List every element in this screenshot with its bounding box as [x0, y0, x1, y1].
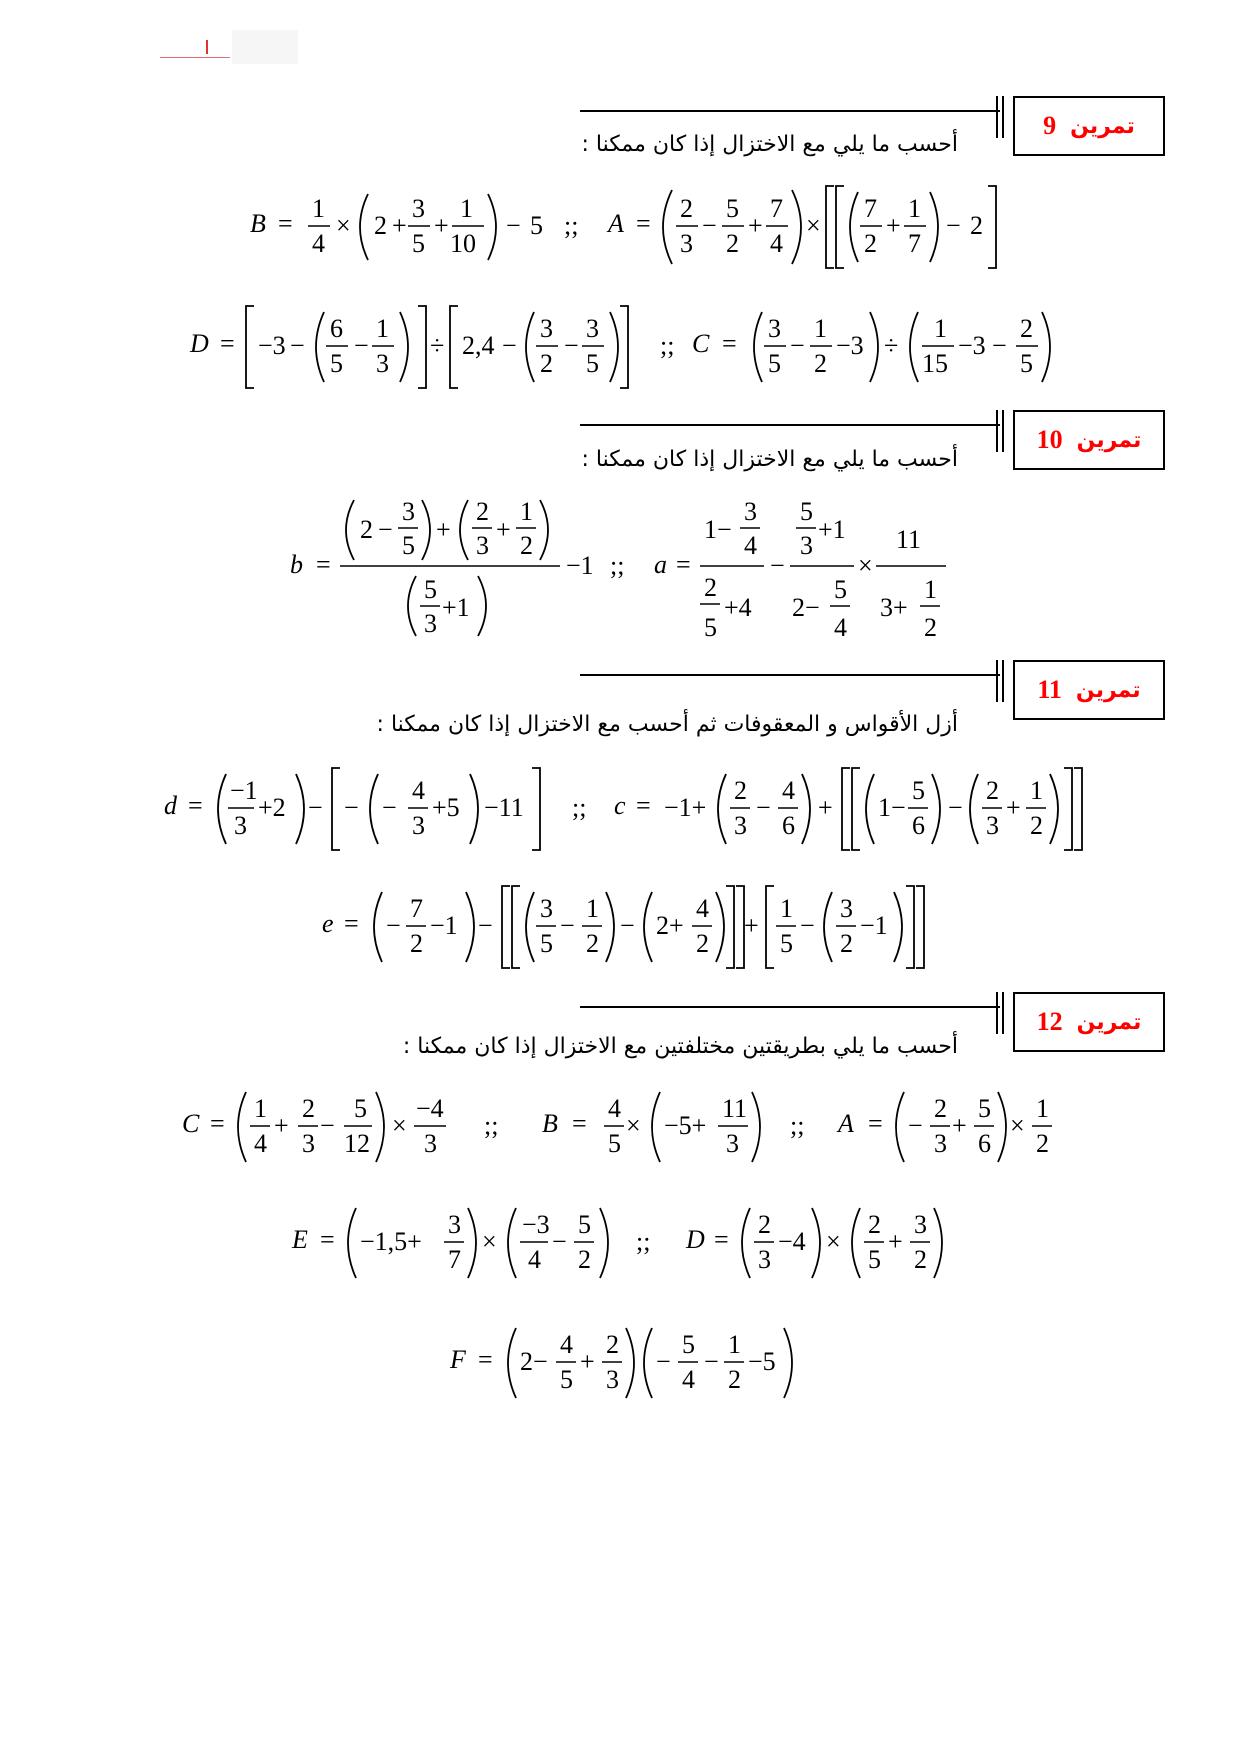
svg-text:−: −: [354, 331, 369, 360]
var-B: B: [542, 1109, 558, 1138]
svg-text:=: =: [714, 1225, 729, 1254]
svg-text:2: 2: [734, 776, 747, 805]
equation-row-ex12-1: [0, 1080, 1240, 1180]
var-D: D: [190, 329, 209, 358]
rule-end: [1002, 992, 1004, 1034]
svg-text:=: =: [868, 1109, 883, 1138]
svg-text:−1: −1: [860, 911, 888, 940]
var-A: A: [608, 209, 624, 238]
svg-text:2: 2: [704, 573, 717, 602]
svg-text:−: −: [386, 911, 401, 940]
svg-text:5: 5: [578, 1210, 591, 1239]
svg-text:−: −: [946, 211, 961, 240]
svg-text:+5: +5: [432, 793, 460, 822]
svg-text:2+: 2+: [656, 911, 684, 940]
svg-text:5: 5: [540, 929, 553, 958]
exercise-label: تمرين: [1075, 677, 1141, 703]
svg-text:−: −: [560, 911, 575, 940]
svg-text:2: 2: [914, 1245, 927, 1274]
svg-text:5: 5: [330, 349, 343, 378]
exercise-12-header: [1013, 992, 1165, 1052]
svg-text:3: 3: [914, 1210, 927, 1239]
svg-text:−: −: [320, 1111, 335, 1140]
svg-text:4: 4: [834, 613, 847, 642]
var-C: C: [182, 1109, 200, 1138]
exercise-label: تمرين: [1070, 113, 1135, 139]
svg-text:5: 5: [682, 1330, 695, 1359]
svg-text:6: 6: [912, 811, 925, 840]
equation-b-a: [0, 490, 1240, 650]
svg-text:3: 3: [734, 811, 747, 840]
svg-text:4: 4: [782, 776, 795, 805]
svg-text:4: 4: [682, 1365, 695, 1394]
svg-text:=: =: [210, 1109, 225, 1138]
svg-text:−3: −3: [836, 331, 864, 360]
svg-text:=: =: [572, 1109, 587, 1138]
svg-text:2: 2: [1030, 811, 1043, 840]
svg-text:3: 3: [934, 1129, 947, 1158]
svg-text:2−: 2−: [520, 1347, 548, 1376]
svg-text:+4: +4: [724, 593, 752, 622]
exercise-label: تمرين: [1076, 1009, 1142, 1035]
exercise-10-header: [1013, 410, 1165, 470]
svg-text:7: 7: [410, 894, 423, 923]
svg-text:2: 2: [758, 1210, 771, 1239]
svg-text:3: 3: [800, 531, 813, 560]
svg-text:3: 3: [744, 497, 757, 526]
svg-text:−3: −3: [258, 331, 286, 360]
svg-text:1: 1: [934, 314, 947, 343]
svg-text:3: 3: [768, 314, 781, 343]
svg-text:−: −: [702, 211, 717, 240]
svg-text:−: −: [656, 1347, 671, 1376]
svg-text:1: 1: [924, 575, 937, 604]
svg-text:−1+: −1+: [664, 793, 707, 822]
svg-text:2: 2: [410, 929, 423, 958]
header-rule: [580, 1006, 1000, 1008]
svg-text:−: −: [290, 331, 305, 360]
exercise-9-header: [1013, 96, 1165, 156]
svg-text:+: +: [436, 515, 451, 544]
svg-text:5: 5: [412, 229, 425, 258]
svg-text:6: 6: [330, 314, 343, 343]
svg-text:4: 4: [528, 1245, 541, 1274]
svg-text:2: 2: [520, 531, 533, 560]
svg-text:2: 2: [868, 1210, 881, 1239]
svg-text:−: −: [382, 793, 397, 822]
svg-text:+: +: [434, 211, 449, 240]
svg-text:7: 7: [770, 194, 783, 223]
svg-text:2: 2: [970, 211, 983, 240]
svg-text:1: 1: [1036, 1094, 1049, 1123]
svg-text:2−: 2−: [792, 593, 820, 622]
svg-text:;;: ;;: [790, 1111, 805, 1140]
svg-text:=: =: [278, 209, 293, 238]
svg-text:2: 2: [864, 229, 877, 258]
svg-text:3: 3: [586, 314, 599, 343]
svg-text:2: 2: [986, 776, 999, 805]
svg-text:5: 5: [978, 1094, 991, 1123]
exercise-9-instruction: أحسب ما يلي مع الاختزال إذا كان ممكنا :: [581, 132, 958, 157]
svg-text:+: +: [1006, 793, 1021, 822]
svg-text:5: 5: [780, 929, 793, 958]
svg-text:4: 4: [744, 531, 757, 560]
svg-text:+: +: [952, 1111, 967, 1140]
svg-text:−: −: [552, 1227, 567, 1256]
svg-text:2: 2: [814, 349, 827, 378]
svg-text:2: 2: [924, 613, 937, 642]
svg-text:−: −: [344, 793, 359, 822]
equation-row-ex11-2: [0, 880, 1240, 980]
exercise-11-header: [1013, 660, 1165, 720]
svg-text:−1: −1: [566, 551, 594, 580]
svg-text:3: 3: [234, 811, 247, 840]
svg-text:3: 3: [302, 1129, 315, 1158]
svg-text:×: ×: [858, 551, 873, 580]
svg-text:;;: ;;: [572, 793, 587, 822]
svg-text:−: −: [378, 515, 393, 544]
svg-text:−: −: [564, 331, 579, 360]
svg-text:−: −: [478, 911, 493, 940]
svg-text:=: =: [188, 791, 203, 820]
var-a: a: [654, 550, 667, 579]
svg-text:×: ×: [626, 1111, 641, 1140]
svg-text:3: 3: [476, 531, 489, 560]
svg-text:3: 3: [412, 194, 425, 223]
rule-end: [1002, 96, 1004, 138]
equation-row-ex10: [0, 490, 1240, 650]
exercise-10-instruction: أحسب ما يلي مع الاختزال إذا كان ممكنا :: [581, 447, 958, 472]
svg-text:4: 4: [770, 229, 783, 258]
rule-end: [1002, 660, 1004, 702]
var-E: E: [292, 1225, 308, 1254]
svg-text:=: =: [636, 209, 651, 238]
svg-text:2,4: 2,4: [462, 331, 495, 360]
svg-text:1: 1: [814, 314, 827, 343]
svg-text:5: 5: [868, 1245, 881, 1274]
svg-text:+: +: [818, 793, 833, 822]
equation-row-ex9-1: [0, 180, 1240, 280]
svg-text:−: −: [704, 1347, 719, 1376]
svg-text:1: 1: [780, 894, 793, 923]
svg-text:;;: ;;: [484, 1111, 499, 1140]
equation-row-ex12-2: [0, 1196, 1240, 1296]
equation-row-ex12-3: [0, 1316, 1240, 1416]
svg-text:×: ×: [806, 211, 821, 240]
svg-text:+: +: [888, 1227, 903, 1256]
svg-text:−: −: [948, 793, 963, 822]
svg-text:−: −: [770, 551, 785, 580]
svg-text:;;: ;;: [564, 211, 579, 240]
svg-text:11: 11: [896, 525, 922, 554]
var-d: d: [164, 791, 177, 820]
svg-text:3: 3: [840, 894, 853, 923]
svg-text:10: 10: [450, 229, 476, 258]
equation-E-D: [0, 1196, 1240, 1296]
svg-text:2: 2: [578, 1245, 591, 1274]
svg-text:−: −: [502, 331, 517, 360]
scan-shade: [232, 30, 298, 64]
svg-text:=: =: [478, 1345, 493, 1374]
svg-text:3: 3: [424, 609, 437, 638]
svg-text:5: 5: [834, 575, 847, 604]
svg-text:×: ×: [336, 211, 351, 240]
svg-text:6: 6: [978, 1129, 991, 1158]
svg-text:2: 2: [360, 515, 373, 544]
svg-text:−: −: [908, 1111, 923, 1140]
svg-text:4: 4: [608, 1094, 621, 1123]
rule-end: [996, 96, 998, 138]
svg-text:=: =: [220, 329, 235, 358]
svg-text:+1: +1: [442, 593, 470, 622]
svg-text:5: 5: [768, 349, 781, 378]
equation-row-ex9-2: [0, 300, 1240, 400]
svg-text:2: 2: [680, 194, 693, 223]
svg-text:−1: −1: [430, 911, 458, 940]
var-B: B: [250, 209, 266, 238]
var-C: C: [692, 329, 710, 358]
rule-end: [1002, 410, 1004, 452]
svg-text:−: −: [992, 331, 1007, 360]
svg-text:+: +: [274, 1111, 289, 1140]
svg-text:−: −: [506, 211, 521, 240]
svg-text:1: 1: [376, 314, 389, 343]
equation-D-C: [0, 300, 1240, 400]
var-c: c: [614, 791, 626, 820]
svg-text:3: 3: [402, 497, 415, 526]
svg-text:2: 2: [840, 929, 853, 958]
svg-text:5: 5: [1020, 349, 1033, 378]
exercise-number: 10: [1036, 425, 1063, 454]
svg-text:3: 3: [540, 894, 553, 923]
var-e: e: [322, 909, 334, 938]
svg-text:×: ×: [392, 1111, 407, 1140]
svg-text:3: 3: [412, 811, 425, 840]
svg-text:2: 2: [302, 1094, 315, 1123]
svg-text:2: 2: [1036, 1129, 1049, 1158]
svg-text:2: 2: [540, 349, 553, 378]
svg-text:1: 1: [1030, 776, 1043, 805]
svg-text:4: 4: [312, 229, 325, 258]
svg-text:÷: ÷: [430, 331, 445, 360]
svg-text:5: 5: [530, 211, 543, 240]
var-A: A: [838, 1109, 854, 1138]
svg-text:=: =: [722, 329, 737, 358]
svg-text:3: 3: [606, 1365, 619, 1394]
svg-text:÷: ÷: [884, 331, 899, 360]
svg-text:=: =: [316, 550, 331, 579]
exercise-number: 9: [1043, 111, 1057, 140]
svg-text:2: 2: [606, 1330, 619, 1359]
red-tick: [206, 40, 208, 54]
rule-end: [996, 992, 998, 1034]
equation-d-c: [0, 762, 1240, 862]
svg-text:1: 1: [728, 1330, 741, 1359]
exercise-label: تمرين: [1076, 427, 1142, 453]
svg-text:7: 7: [908, 229, 921, 258]
svg-text:;;: ;;: [610, 551, 625, 580]
svg-text:5: 5: [800, 497, 813, 526]
svg-text:−1,5+: −1,5+: [360, 1227, 422, 1256]
svg-text:4: 4: [254, 1129, 267, 1158]
svg-text:5: 5: [354, 1094, 367, 1123]
red-underline: [160, 57, 230, 58]
svg-text:;;: ;;: [660, 331, 675, 360]
header-rule: [580, 110, 1000, 112]
svg-text:+: +: [392, 211, 407, 240]
svg-text:+: +: [496, 515, 511, 544]
svg-text:11: 11: [722, 1094, 748, 1123]
svg-text:2: 2: [476, 497, 489, 526]
svg-text:−4: −4: [778, 1227, 806, 1256]
svg-text:1−: 1−: [878, 793, 906, 822]
svg-text:12: 12: [344, 1129, 370, 1158]
svg-text:+2: +2: [258, 793, 286, 822]
exercise-number: 12: [1036, 1007, 1063, 1036]
svg-text:3: 3: [448, 1210, 461, 1239]
equation-e: [0, 880, 1240, 980]
svg-text:−: −: [620, 911, 635, 940]
svg-text:2: 2: [586, 929, 599, 958]
svg-text:3: 3: [424, 1129, 437, 1158]
header-rule: [580, 674, 1000, 676]
svg-text:−1: −1: [230, 776, 258, 805]
svg-text:=: =: [676, 550, 691, 579]
svg-text:−5: −5: [748, 1347, 776, 1376]
svg-text:×: ×: [1010, 1111, 1025, 1140]
svg-text:3+: 3+: [880, 593, 908, 622]
svg-text:+: +: [748, 211, 763, 240]
svg-text:−3: −3: [522, 1210, 550, 1239]
equation-B-A: [0, 180, 1240, 280]
svg-text:4: 4: [560, 1330, 573, 1359]
svg-text:3: 3: [680, 229, 693, 258]
svg-text:2: 2: [374, 211, 387, 240]
svg-text:4: 4: [696, 894, 709, 923]
svg-text:3: 3: [376, 349, 389, 378]
svg-text:6: 6: [782, 811, 795, 840]
svg-text:7: 7: [864, 194, 877, 223]
svg-text:×: ×: [826, 1227, 841, 1256]
svg-text:3: 3: [726, 1129, 739, 1158]
svg-text:−: −: [308, 793, 323, 822]
svg-text:+: +: [886, 211, 901, 240]
equation-C-B-A: [0, 1080, 1240, 1180]
svg-text:1: 1: [312, 194, 325, 223]
equation-row-ex11-1: [0, 762, 1240, 862]
svg-text:+: +: [580, 1347, 595, 1376]
rule-end: [996, 410, 998, 452]
svg-text:2: 2: [726, 229, 739, 258]
rule-end: [996, 660, 998, 702]
svg-text:5: 5: [586, 349, 599, 378]
svg-text:=: =: [636, 791, 651, 820]
svg-text:2: 2: [696, 929, 709, 958]
header-rule: [580, 424, 1000, 426]
svg-text:15: 15: [922, 349, 948, 378]
svg-text:−: −: [800, 911, 815, 940]
svg-text:1−: 1−: [704, 515, 732, 544]
svg-text:5: 5: [704, 613, 717, 642]
svg-text:−5+: −5+: [664, 1111, 707, 1140]
var-F: F: [450, 1345, 466, 1374]
svg-text:+: +: [744, 911, 759, 940]
top-corner-mark: [160, 36, 230, 60]
svg-text:1: 1: [254, 1094, 267, 1123]
var-b: b: [290, 550, 303, 579]
svg-text:3: 3: [758, 1245, 771, 1274]
svg-text:−3: −3: [958, 331, 986, 360]
svg-text:1: 1: [460, 194, 473, 223]
equation-F: [0, 1316, 1240, 1416]
svg-text:5: 5: [560, 1365, 573, 1394]
var-D: D: [686, 1225, 705, 1254]
svg-text:2: 2: [1020, 314, 1033, 343]
exercise-number: 11: [1037, 675, 1062, 704]
svg-text:1: 1: [586, 894, 599, 923]
svg-text:=: =: [344, 909, 359, 938]
svg-text:−11: −11: [484, 793, 524, 822]
svg-text:−: −: [790, 331, 805, 360]
svg-text:+1: +1: [818, 515, 846, 544]
svg-text:×: ×: [482, 1227, 497, 1256]
svg-text:2: 2: [934, 1094, 947, 1123]
exercise-12-instruction: أحسب ما يلي بطريقتين مختلفتين مع الاختزال إذا كان ممكنا :: [402, 1034, 958, 1059]
svg-text:7: 7: [448, 1245, 461, 1274]
svg-text:5: 5: [912, 776, 925, 805]
svg-text:5: 5: [424, 575, 437, 604]
svg-text:3: 3: [540, 314, 553, 343]
svg-text:=: =: [320, 1225, 335, 1254]
svg-text:;;: ;;: [636, 1227, 651, 1256]
svg-text:5: 5: [402, 531, 415, 560]
svg-text:1: 1: [908, 194, 921, 223]
svg-text:−4: −4: [416, 1094, 444, 1123]
svg-text:4: 4: [412, 776, 425, 805]
svg-text:2: 2: [728, 1365, 741, 1394]
svg-text:−: −: [756, 793, 771, 822]
svg-text:1: 1: [520, 497, 533, 526]
svg-text:5: 5: [608, 1129, 621, 1158]
exercise-11-instruction: أزل الأقواس و المعقوفات ثم أحسب مع الاختزال إذا كان ممكنا :: [376, 712, 958, 737]
svg-text:5: 5: [726, 194, 739, 223]
svg-text:3: 3: [986, 811, 999, 840]
